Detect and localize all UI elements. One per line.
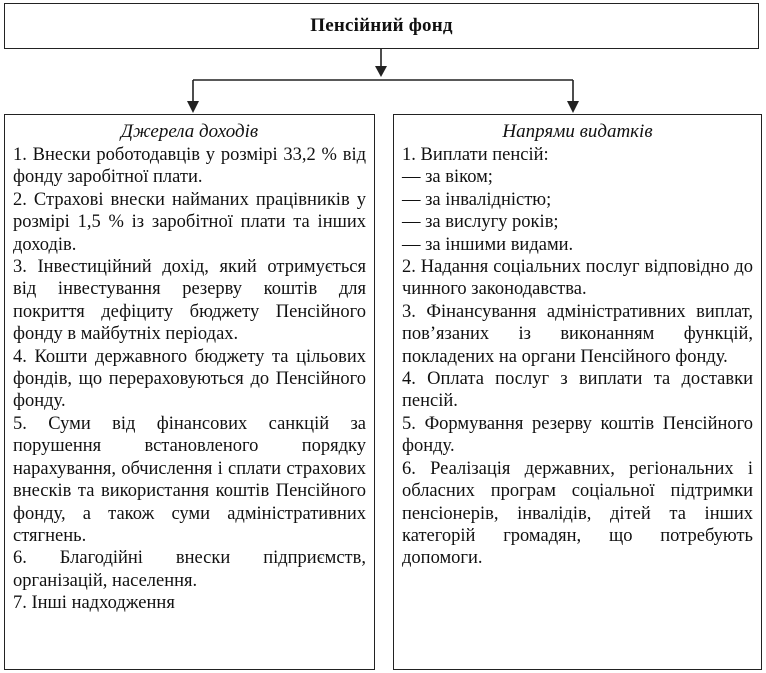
expense-item-6: 6. Реалізація державних, регіональних і обласних програм соціальної підтримки пенсіонерів, інвалідів, дітей та інших категорій громадян, що потребують допомоги. [402, 458, 753, 569]
income-sources-box [4, 114, 375, 670]
income-sources-heading: Джерела доходів [120, 121, 259, 142]
expenditure-directions-box [393, 114, 762, 670]
expense-item-1: 1. Виплати пенсій: [402, 145, 549, 165]
expense-subitem-service-years: — за вислугу років; [402, 212, 559, 233]
expense-subitem-other: — за іншими видами. [402, 234, 574, 255]
income-item-7: 7. Інші надходження [13, 593, 175, 614]
stem-arrowhead [375, 66, 387, 77]
pension-fund-box [4, 3, 759, 49]
expense-item-2: 2. Надання соціальних послуг відповідно до чинного законодавства. [402, 257, 753, 300]
income-item-6: 6. Благодійні внески підприємств, організацій, населення. [13, 548, 366, 591]
expense-subitem-disability: — за інвалідністю; [402, 189, 552, 210]
expense-item-4: 4. Оплата послуг з виплати та доставки пенсій. [402, 369, 753, 412]
expense-item-3: 3. Фінансування адміністративних виплат, пов’язаних із виконанням функцій, покладених на органи Пенсійного фонду. [402, 301, 753, 367]
income-item-1: 1. Внески роботодавців у розмірі 33,2 % від фонду заробітної плати. [13, 145, 366, 188]
diagram-title: Пенсійний фонд [310, 15, 453, 36]
income-item-4: 4. Кошти державного бюджету та цільових фондів, що перераховуються до Пенсійного фонду. [13, 346, 366, 412]
expenditure-heading: Напрями видатків [502, 121, 653, 142]
left-arrowhead [187, 101, 199, 113]
income-item-3: 3. Інвестиційний дохід, який отримується від інвестування резерву коштів для покриття дефіциту бюджету Пенсійного фонду в майбутніх періодах. [13, 257, 366, 345]
income-item-2: 2. Страхові внески найманих працівників у розмірі 1,5 % із заробітної плати та інших доходів. [13, 189, 366, 255]
income-item-5: 5. Суми від фінансових санкцій за порушення встановленого порядку нарахування, обчислення і сплати страхових внесків та використання коштів Пенсійного фонду, а також суми адміністративних стягнень. [13, 413, 366, 546]
right-arrowhead [567, 101, 579, 113]
expense-item-5: 5. Формування резерву коштів Пенсійного фонду. [402, 413, 753, 457]
expense-subitem-age: — за віком; [402, 167, 493, 188]
